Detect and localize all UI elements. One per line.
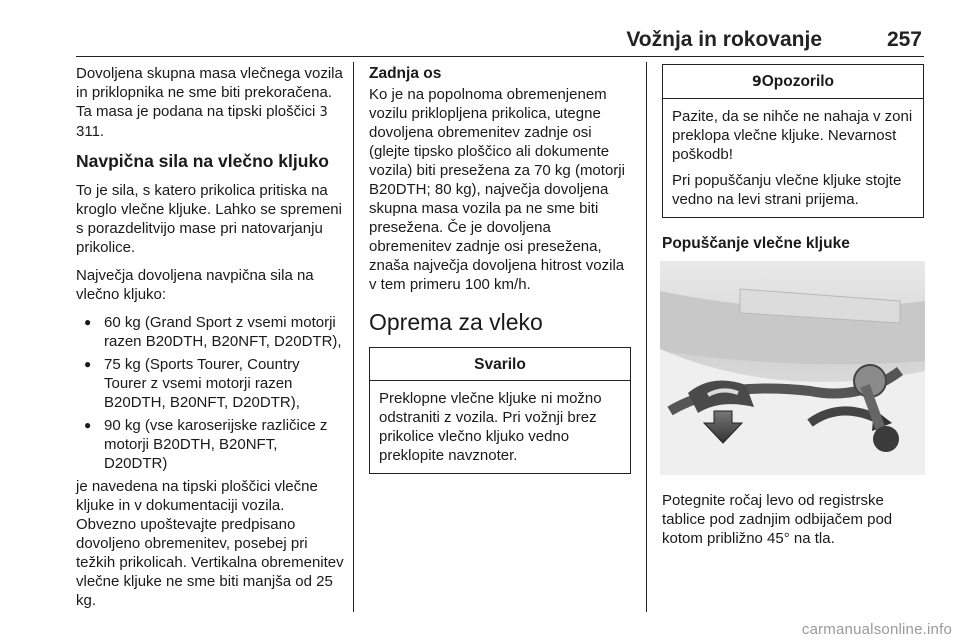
column-middle	[369, 64, 631, 474]
reference-arrow-icon: 3	[319, 105, 328, 120]
column-divider-right	[646, 62, 647, 612]
warning-text-1: Pazite, da se nihče ne nahaja v zoni preklopa vlečne kljuke. Nevarnost poškodb!	[672, 108, 913, 163]
load-list	[76, 313, 344, 473]
column-left	[76, 64, 344, 619]
section-title-towing-equipment: Oprema za vleko	[369, 309, 543, 335]
section-heading-rear-axle: Zadnja os	[369, 65, 442, 82]
section-heading-vertical-load: Navpična sila na vlečno kljuko	[76, 151, 329, 171]
section-heading-release-hitch: Popuščanje vlečne kljuke	[662, 235, 850, 252]
column-divider-left	[353, 62, 354, 612]
caution-box-title: Svarilo	[370, 348, 630, 381]
paragraph-max-vertical-load: Največja dovoljena navpična sila na vlečno kljuko:	[76, 267, 314, 303]
header-rule	[76, 56, 924, 57]
warning-icon: 9	[751, 74, 762, 90]
tow-hitch-release-photo	[660, 261, 925, 475]
reference-page: 311.	[76, 123, 105, 140]
list-item: ● 90 kg (vse karoserijske različice z motorji B20DTH, B20NFT, D20DTR)	[76, 416, 344, 473]
list-item: ● 75 kg (Sports Tourer, Country Tourer z vsemi motorji razen B20DTH, B20NFT, D20DTR),	[76, 355, 344, 412]
warning-box-header	[663, 65, 923, 99]
tow-ball-icon	[873, 426, 899, 452]
warning-text-2: Pri popuščanju vlečne kljuke stojte vedno na levi strani prijema.	[672, 172, 902, 208]
page-number: 257	[886, 28, 922, 51]
intro-text: Dovoljena skupna masa vlečnega vozila in priklopnika ne sme biti prekoračena. Ta masa je podana na tipski ploščici	[76, 65, 343, 120]
paragraph-load-notes: je navedena na tipski ploščici vlečne kljuke in v dokumentaciji vozila. Obvezno upoštevajte predpisano dovoljeno obremenitev, posebej pri težkih prikolicah. Vertikalna obremenitev vlečne kljuke ne sme biti manjša od 25 kg.	[76, 478, 344, 609]
page-header	[0, 28, 960, 52]
intro-paragraph	[76, 64, 344, 141]
paragraph-vertical-load-definition: To je sila, s katero prikolica pritiska na kroglo vlečne kljuke. Lahko se spremeni s porazdelitvijo mase pri natovarjanju prikolice.	[76, 182, 342, 256]
caution-box-text: Preklopne vlečne kljuke ni možno odstraniti z vozila. Pri vožnji brez prikolice vlečno kljuko vedno preklopite navznoter.	[379, 390, 602, 464]
paragraph-rear-axle: Ko je na popolnoma obremenjenem vozilu priklopljena prikolica, utegne dovoljena obremenitev zadnje osi (glejte tipsko ploščico ali dokumente vozila) biti presežena za 70 kg (motorji B20DTH; 80 kg), največja dovoljena skupna masa vozila pa ne sme biti presežena. Če je dovoljena obremenitev zadnje osi presežena, znaša največja dovoljena hitrost vozila v tem primeru 100 km/h.	[369, 86, 625, 293]
list-item: ● 60 kg (Grand Sport z vsemi motorji razen B20DTH, B20NFT, D20DTR),	[76, 313, 344, 351]
chapter-title: Vožnja in rokovanje	[626, 28, 822, 51]
caution-box	[369, 347, 631, 474]
column-right	[662, 64, 924, 557]
watermark: carmanualsonline.info	[801, 621, 952, 638]
warning-box-title: Opozorilo	[761, 73, 835, 90]
warning-box	[662, 64, 924, 218]
photo-caption: Potegnite ročaj levo od registrske tablice pod zadnjim odbijačem pod kotom približno 45° na tla.	[662, 492, 893, 547]
